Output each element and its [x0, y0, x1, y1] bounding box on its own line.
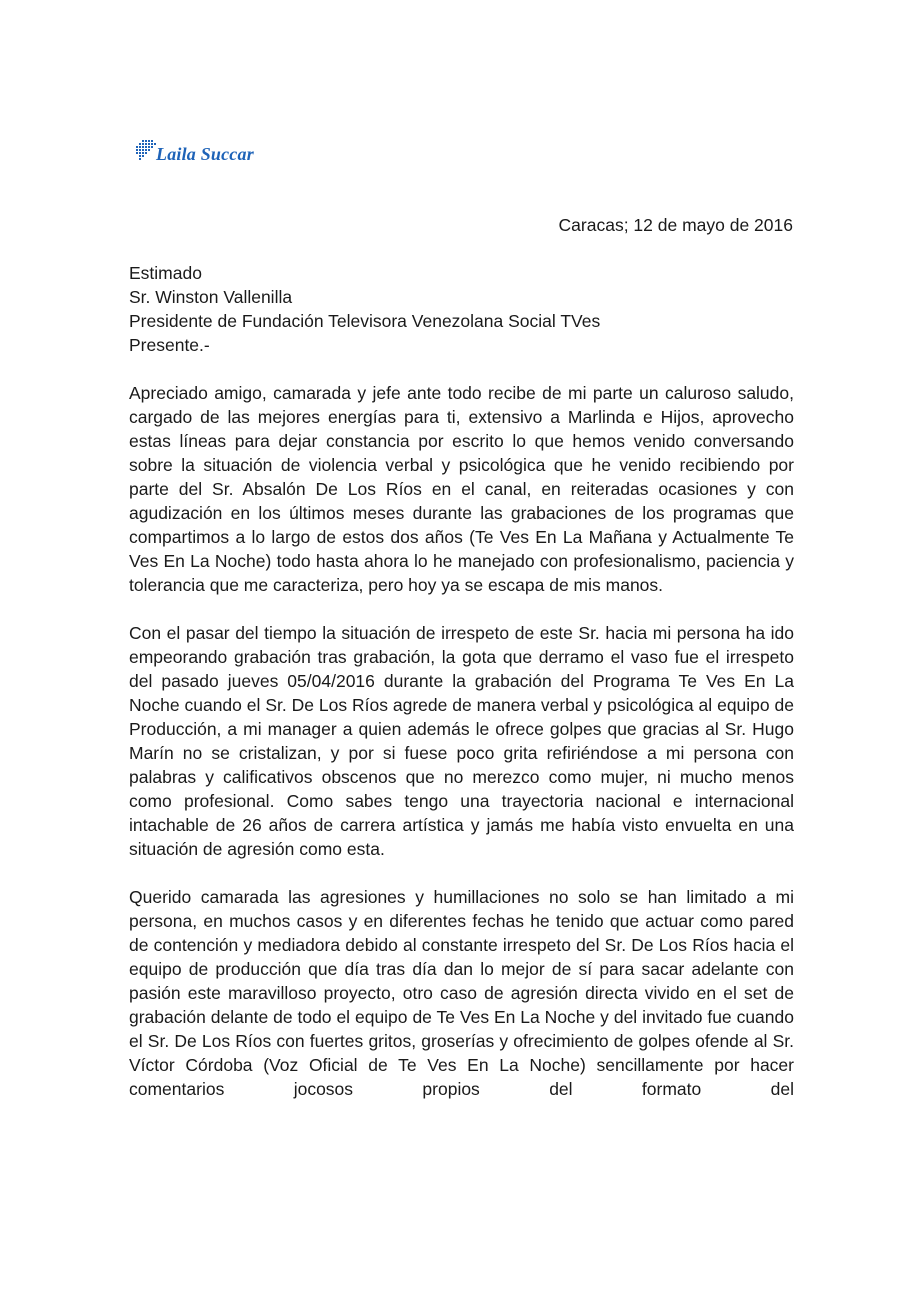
letter-body: [129, 381, 794, 1125]
letter-date: Caracas; 12 de mayo de 2016: [558, 215, 793, 235]
recipient-block: [129, 261, 600, 357]
logo-wordmark: Laila Succar: [156, 144, 254, 164]
recipient-position: Presidente de Fundación Televisora Venezolana Social TVes: [129, 311, 601, 331]
logo-dots-icon: [136, 138, 158, 168]
paragraph-3: Querido camarada las agresiones y humillaciones no solo se han limitado a mi persona, en muchos casos y en diferentes fechas he tenido que actuar como pared de contención y mediadora debido al constante irrespeto del Sr. De Los Ríos hacia el equipo de producción que día tras día dan lo mejor de sí para sacar adelante con pasión este maravilloso proyecto, otro caso de agresión directa vivido en el set de grabación delante de todo el equipo de Te Ves En La Noche y del invitado fue cuando el Sr. De Los Ríos con fuertes gritos, groserías y ofrecimiento de golpes ofende al Sr. Víctor Córdoba (Voz Oficial de Te Ves En La Noche) sencillamente por hacer comentarios jocosos propios del formato del: [129, 887, 794, 1099]
recipient-closing: Presente.-: [129, 335, 210, 355]
recipient-name: Sr. Winston Vallenilla: [129, 287, 293, 307]
greeting: Estimado: [129, 263, 202, 283]
letterhead-logo: [136, 138, 296, 172]
paragraph-2: Con el pasar del tiempo la situación de irrespeto de este Sr. hacia mi persona ha ido empeorando grabación tras grabación, la gota que derramo el vaso fue el irrespeto del pasado jueves 05/04/2016 durante la grabación del Programa Te Ves En La Noche cuando el Sr. De Los Ríos agrede de manera verbal y psicológica al equipo de Producción, a mi manager a quien además le ofrece golpes que gracias al Sr. Hugo Marín no se cristalizan, y por si fuese poco grita refiriéndose a mi persona con palabras y calificativos obscenos que no merezco como mujer, ni mucho menos como profesional. Como sabes tengo una trayectoria nacional e internacional intachable de 26 años de carrera artística y jamás me había visto envuelta en una situación de agresión como esta.: [129, 623, 794, 859]
paragraph-1: Apreciado amigo, camarada y jefe ante todo recibe de mi parte un caluroso saludo, cargado de las mejores energías para ti, extensivo a Marlinda e Hijos, aprovecho estas líneas para dejar constancia por escrito lo que hemos venido conversando sobre la situación de violencia verbal y psicológica que he venido recibiendo por parte del Sr. Absalón De Los Ríos en el canal, en reiteradas ocasiones y con agudización en los últimos meses durante las grabaciones de los programas que compartimos a lo largo de estos dos años (Te Ves En La Mañana y Actualmente Te Ves En La Noche) todo hasta ahora lo he manejado con profesionalismo, paciencia y tolerancia que me caracteriza, pero hoy ya se escapa de mis manos.: [129, 383, 794, 595]
